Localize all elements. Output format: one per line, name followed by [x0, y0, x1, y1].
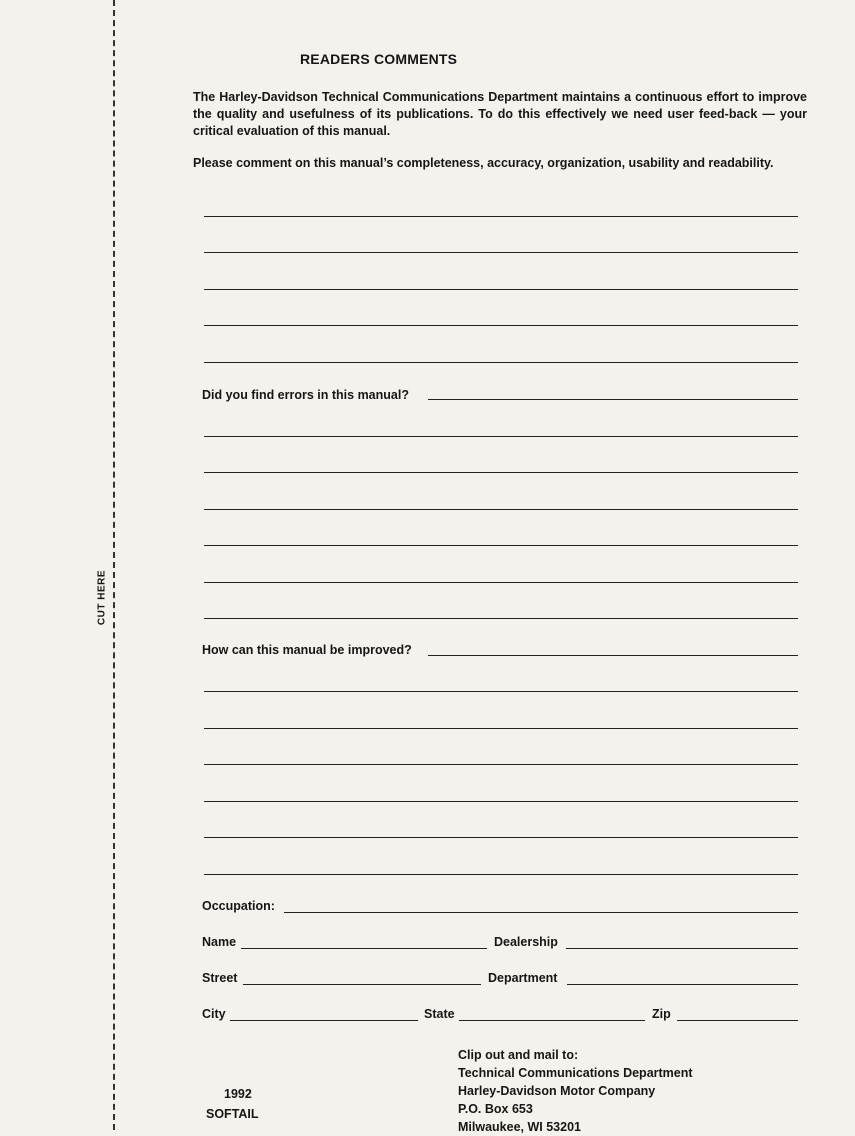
department-label: Department — [488, 971, 558, 985]
cut-line — [113, 0, 115, 1130]
errors-line[interactable] — [204, 436, 798, 437]
mail-heading: Clip out and mail to: — [458, 1048, 579, 1062]
errors-answer-line[interactable] — [428, 399, 798, 400]
errors-line[interactable] — [204, 472, 798, 473]
comment-line[interactable] — [204, 289, 798, 290]
comment-line[interactable] — [204, 362, 798, 363]
state-label: State — [424, 1007, 455, 1021]
occupation-field[interactable] — [284, 912, 798, 913]
comment-line[interactable] — [204, 325, 798, 326]
improve-line[interactable] — [204, 874, 798, 875]
improve-line[interactable] — [204, 801, 798, 802]
name-label: Name — [202, 935, 237, 949]
mail-line-3: P.O. Box 653 — [458, 1102, 533, 1116]
improve-line[interactable] — [204, 728, 798, 729]
comment-line[interactable] — [204, 216, 798, 217]
comment-line[interactable] — [204, 252, 798, 253]
occupation-label: Occupation: — [202, 899, 275, 913]
mail-line-1: Technical Communications Department — [458, 1066, 693, 1080]
manual-model: SOFTAIL — [206, 1107, 259, 1121]
zip-field[interactable] — [677, 1020, 798, 1021]
improve-line[interactable] — [204, 764, 798, 765]
dealership-label: Dealership — [494, 935, 558, 949]
errors-line[interactable] — [204, 618, 798, 619]
errors-line[interactable] — [204, 545, 798, 546]
comment-prompt: Please comment on this manual’s completeness, accuracy, organization, usability and readability. — [193, 156, 774, 170]
errors-line[interactable] — [204, 582, 798, 583]
street-field[interactable] — [243, 984, 481, 985]
city-label: City — [202, 1007, 226, 1021]
dealership-field[interactable] — [566, 948, 798, 949]
improve-answer-line[interactable] — [428, 655, 798, 656]
improve-line[interactable] — [204, 691, 798, 692]
mail-line-4: Milwaukee, WI 53201 — [458, 1120, 581, 1134]
department-field[interactable] — [567, 984, 798, 985]
improve-question: How can this manual be improved? — [202, 643, 412, 657]
improve-line[interactable] — [204, 837, 798, 838]
name-field[interactable] — [241, 948, 487, 949]
mail-line-2: Harley-Davidson Motor Company — [458, 1084, 656, 1098]
cut-here-label: CUT HERE — [96, 569, 108, 626]
errors-line[interactable] — [204, 509, 798, 510]
city-field[interactable] — [230, 1020, 418, 1021]
state-field[interactable] — [459, 1020, 645, 1021]
page-title: READERS COMMENTS — [300, 51, 458, 67]
mailing-address — [458, 1046, 693, 1136]
intro-paragraph: The Harley-Davidson Technical Communications Department maintains a continuous effort to improve the quality and usefulness of its publications. To do this effectively we need user feed-back — your critical evaluation of this manual. — [193, 90, 807, 138]
zip-label: Zip — [652, 1007, 671, 1021]
manual-year: 1992 — [224, 1087, 252, 1101]
errors-question: Did you find errors in this manual? — [202, 388, 409, 402]
street-label: Street — [202, 971, 238, 985]
